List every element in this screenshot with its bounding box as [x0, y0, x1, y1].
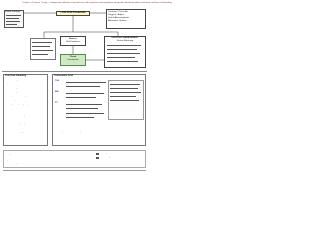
advice-text-3 [110, 92, 141, 93]
bottom-rule [3, 170, 146, 171]
ongoing-management-header: ONGOING MANAGEMENT [111, 37, 139, 39]
bleeding-item-7: Bleeding not requiring hospitalisation [6, 104, 36, 105]
footer-note-2: Local guidance [5, 154, 18, 155]
restart-monitoring-subheader: Restart Monitoring [116, 40, 134, 42]
rx-text-3 [66, 104, 102, 105]
rx-text-1 [66, 82, 106, 83]
bleeding-item-2: Epistaxis [6, 84, 14, 85]
risk-evaluation-label: Risk Evaluation [66, 41, 80, 43]
header-title: Tri-part, a Tri-pane, Trinity... a diagnostic pathway using tools for safe systemic anticoagulation alongside individual patient evaluation and low risk bleeding [22, 2, 172, 4]
footer-note-4: Key contacts [5, 160, 16, 161]
rx-text-1b [66, 86, 100, 87]
assess-label: Assess [69, 38, 77, 40]
advice-text-5 [110, 100, 139, 101]
rx-code-2: INR [55, 91, 59, 93]
bleeding-item-14: Consider switching agent [6, 132, 27, 133]
left-assessment-text-1 [32, 42, 52, 43]
management-text-3 [107, 53, 140, 54]
investigation-label: Investigation [67, 59, 79, 61]
rx-text-2b [66, 97, 96, 98]
advice-text-2 [110, 88, 138, 89]
legend-swatch-anticoag [96, 153, 99, 155]
management-text-2 [107, 49, 137, 50]
bleeding-item-6: Menorrhagia [6, 100, 17, 101]
urgent-advice-note: Seek urgent advice if bleeding is severe or uncontrolled [55, 132, 103, 133]
footer-note-5: Version history [5, 163, 17, 164]
patient-suitability-title: Patient Suitability [5, 11, 21, 13]
rx-text-4 [66, 113, 104, 114]
pathway-page [0, 0, 172, 198]
rx-text-3b [66, 108, 98, 109]
bleeding-item-12: Review interacting drugs [6, 124, 26, 125]
bleeding-item-8: Consider alternative causes [6, 108, 29, 109]
bleeding-item-10: Check FBC and clotting [6, 116, 25, 117]
check-label: Check [69, 56, 77, 58]
left-assessment-text-2 [32, 46, 50, 47]
tranexamic-acid-title: Tranexamic Acid [54, 74, 73, 77]
left-assessment-text-3 [32, 50, 53, 51]
bleeding-item-5: Subconjunctival bleeding [6, 96, 26, 97]
section-divider [2, 71, 147, 72]
bleeding-item-11: Review dose [6, 120, 17, 121]
bleeding-item-15: Document bleed [6, 136, 20, 137]
low-risk-bleeding-title: Low Risk Bleeding [5, 74, 27, 77]
advice-text-1 [110, 84, 140, 85]
advice-text-4 [110, 96, 136, 97]
rx-code-1: TXA [55, 80, 59, 82]
footer-note-3: Clinical review [5, 157, 17, 158]
low-risk-banner-label: LOW RISK BLEEDING [60, 11, 86, 14]
rx-text-5 [66, 117, 94, 118]
rx-text-2 [66, 93, 104, 94]
rx-code-3: PT [55, 102, 58, 104]
continue-prescribe-label-4: Alternative Options [108, 20, 127, 22]
bleeding-item-4: Easy bruising [6, 92, 17, 93]
legend-swatch-haem [96, 157, 99, 159]
continue-prescribe-label-1: Continue / Prescribe [108, 11, 128, 13]
footer-note-1: References [5, 151, 15, 152]
management-text-1 [107, 45, 141, 46]
bleeding-item-1: Minor bleeding [6, 80, 18, 81]
continue-prescribe-label-2: Suggest / Adjust [108, 14, 124, 16]
bleeding-item-3: Gum bleeding [6, 88, 18, 89]
bleeding-item-9: Check renal function [6, 112, 23, 113]
legend-label-anticoag: Anticoagulation [100, 152, 113, 154]
management-text-4 [107, 57, 135, 58]
continue-prescribe-label-3: Switch Anticoagulants [108, 17, 130, 19]
bleeding-item-13: Patient education [6, 128, 20, 129]
legend-label-haem: Haematology [100, 156, 111, 158]
left-assessment-text-4 [32, 54, 48, 55]
management-text-5 [107, 61, 138, 62]
